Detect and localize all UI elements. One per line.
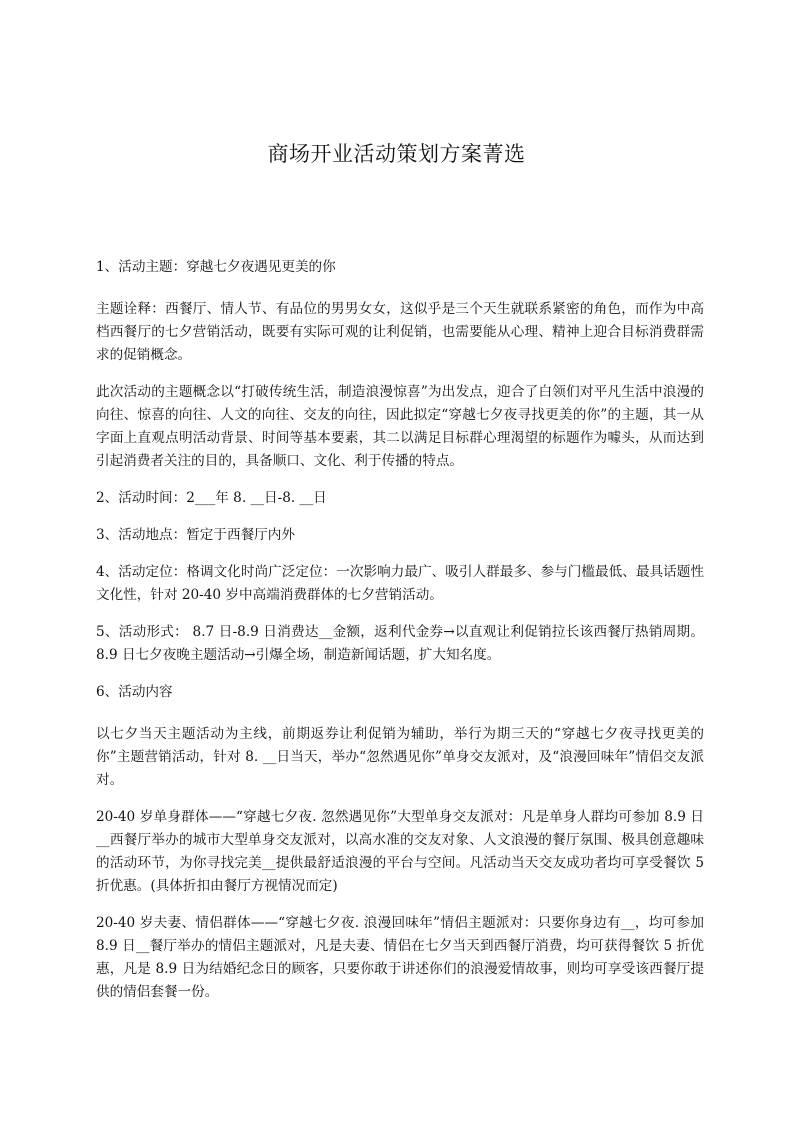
document-body — [96, 256, 704, 1018]
section-theme-heading: 1、活动主题：穿越七夕夜遇见更美的你 — [96, 259, 336, 275]
section-format: 5、活动形式： 8.7 日-8.9 日消费达__金额，返利代金券→以直观让利促销拉长该西餐厅热销周期。8.9 日七夕夜晚主题活动→引爆全场，制造新闻话题，扩大知名度。 — [96, 624, 704, 663]
singles-party-paragraph: 20-40 岁单身群体——“穿越七夕夜. 忽然遇见你”大型单身交友派对：凡是单身人群均可参加 8.9 日__西餐厅举办的城市大型单身交友派对，以高水准的交友对象、人文浪漫的餐厅氛围、极具创意趣味的活动环节，为你寻找完美__提供最舒适浪漫的平台与空间。凡活动当天交友成功者均可享受餐饮 5 折优惠。(具体折扣由餐厅方视情况而定) — [96, 809, 704, 894]
content-intro-paragraph: 以七夕当天主题活动为主线，前期返券让利促销为辅助，举行为期三天的“穿越七夕夜寻找更美的你”主题营销活动，针对 8. __日当天，举办“忽然遇见你”单身交友派对，及“浪漫回味年”情侣交友派对。 — [96, 726, 704, 788]
section-positioning: 4、活动定位：格调文化时尚广泛定位：一次影响力最广、吸引人群最多、参与门槛最低、最具话题性文化性，针对 20-40 岁中高端消费群体的七夕营销活动。 — [96, 564, 704, 603]
section-location: 3、活动地点：暂定于西餐厅内外 — [96, 527, 295, 543]
couples-party-paragraph: 20-40 岁夫妻、情侣群体——“穿越七夕夜. 浪漫回味年”情侣主题派对：只要你身边有__，均可参加 8.9 日__餐厅举办的情侣主题派对，凡是夫妻、情侣在七夕当天到西餐厅消费，均可获得餐饮 5 折优惠，凡是 8.9 日为结婚纪念日的顾客，只要你敢于讲述你们的浪漫爱情故事，则均可享受该西餐厅提供的情侣套餐一份。 — [96, 915, 704, 1000]
section-time: 2、活动时间：2___年 8. __日-8. __日 — [96, 490, 327, 506]
theme-explanation-paragraph: 主题诠释：西餐厅、情人节、有品位的男男女女，这似乎是三个天生就联系紧密的角色，而作为中高档西餐厅的七夕营销活动，既要有实际可观的让利促销，也需要能从心理、精神上迎合目标消费群需求的促销概念。 — [96, 301, 704, 363]
document-title: 商场开业活动策划方案菁选 — [267, 142, 526, 166]
theme-concept-paragraph: 此次活动的主题概念以“打破传统生活，制造浪漫惊喜”为出发点，迎合了白领们对平凡生活中浪漫的向往、惊喜的向往、人文的向往、交友的向往，因此拟定“穿越七夕夜寻找更美的你”的主题，其一从字面上直观点明活动背景、时间等基本要素，其二以满足目标群心理渴望的标题作为噱头，从而达到引起消费者关注的目的，具备顺口、文化、利于传播的特点。 — [96, 384, 704, 469]
section-content-heading: 6、活动内容 — [96, 684, 173, 700]
